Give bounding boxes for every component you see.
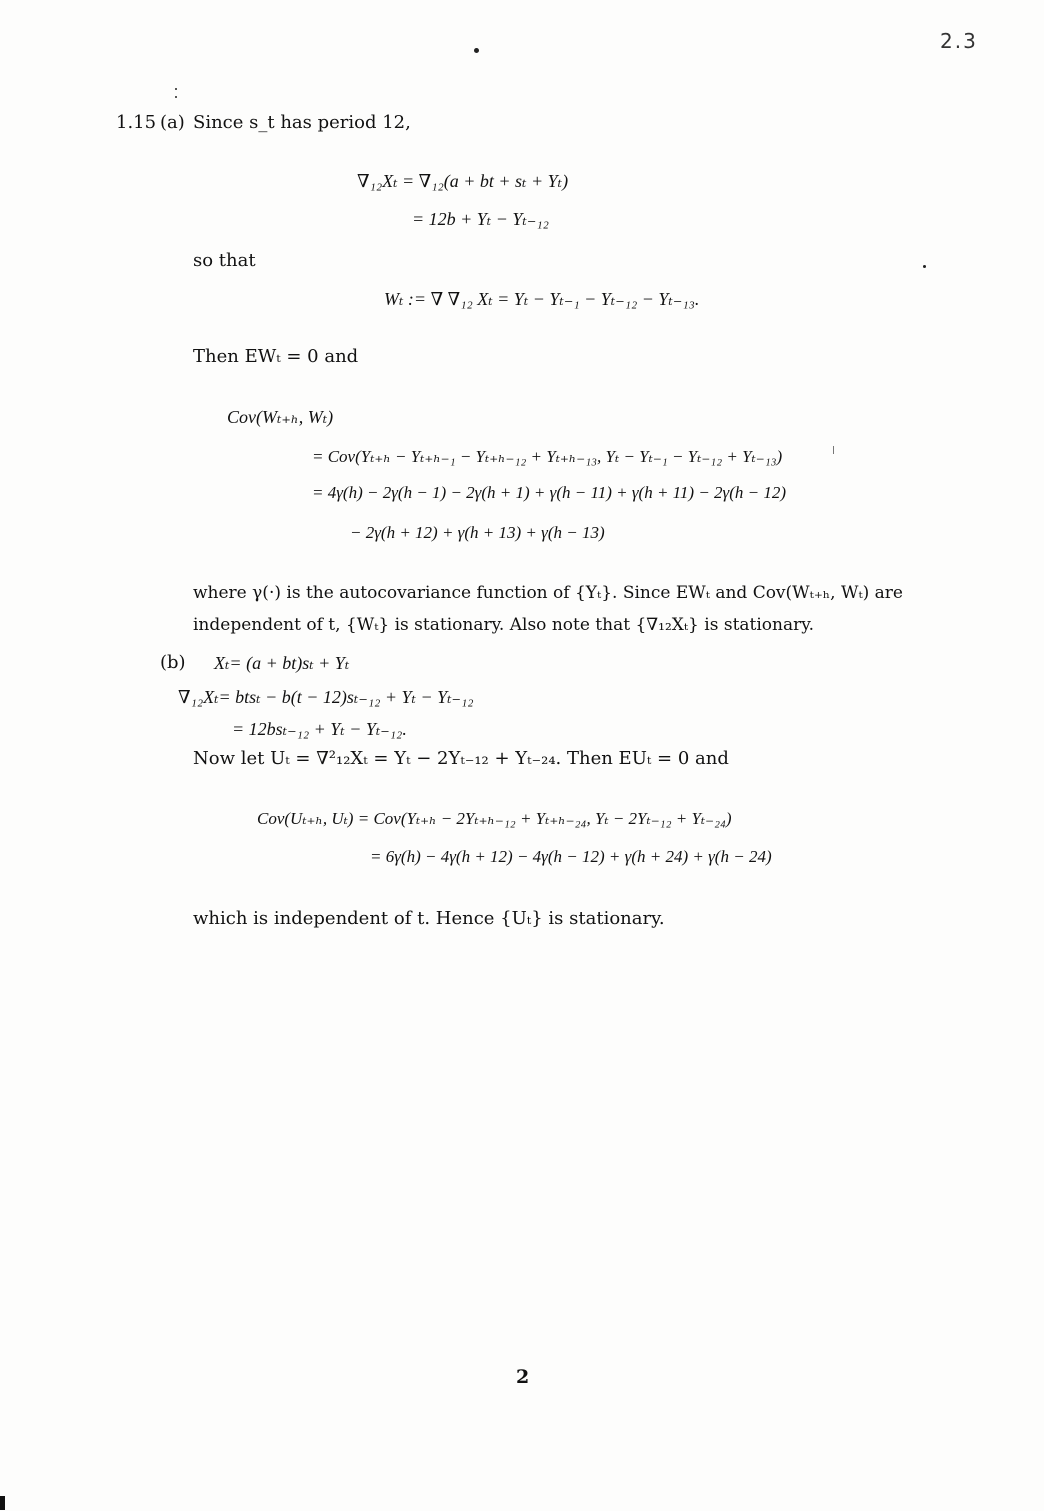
handwritten-page-label: 2.3 <box>940 29 978 53</box>
equation-cov-w-line3: − 2γ(h + 12) + γ(h + 13) + γ(h − 13) <box>350 523 605 542</box>
part-a-label: (a) <box>160 112 185 133</box>
equation-cov-u-line1: Cov(Uₜ₊ₕ, Uₜ) = Cov(Yₜ₊ₕ − 2Yₜ₊ₕ₋₁₂ + Yₜ₊ₕ₋₂₄, Yₜ − 2Yₜ₋₁₂ + Yₜ₋₂₄) <box>257 809 732 828</box>
part-b-label: (b) <box>160 652 186 673</box>
equation-cov-w-line1: = Cov(Yₜ₊ₕ − Yₜ₊ₕ₋₁ − Yₜ₊ₕ₋₁₂ + Yₜ₊ₕ₋₁₃, Yₜ − Yₜ₋₁ − Yₜ₋₁₂ + Yₜ₋₁₃) <box>312 447 783 466</box>
part-a-conclusion-line2: independent of t, {Wₜ} is stationary. Also note that {∇₁₂Xₜ} is stationary. <box>193 615 814 635</box>
text-now-let-u: Now let Uₜ = ∇²₁₂Xₜ = Yₜ − 2Yₜ₋₁₂ + Yₜ₋₂₄. Then EUₜ = 0 and <box>193 748 729 769</box>
equation-cov-w-line2: = 4γ(h) − 2γ(h − 1) − 2γ(h + 1) + γ(h − 11) + γ(h + 11) − 2γ(h − 12) <box>312 483 787 502</box>
part-a-conclusion-line1: where γ(·) is the autocovariance function of {Yₜ}. Since EWₜ and Cov(Wₜ₊ₕ, Wₜ) are <box>193 583 903 603</box>
scan-edge-mark <box>0 1496 5 1510</box>
scan-speck <box>175 96 177 98</box>
text-so-that: so that <box>193 250 256 271</box>
text-then-ew: Then EWₜ = 0 and <box>193 346 359 367</box>
equation-seasonal-difference-result: = 12b + Yₜ − Yₜ₋₁₂ <box>412 209 549 229</box>
scan-speck <box>474 48 479 53</box>
equation-cov-u-line2: = 6γ(h) − 4γ(h + 12) − 4γ(h − 12) + γ(h + 24) + γ(h − 24) <box>370 847 772 866</box>
page-number: 2 <box>516 1366 530 1388</box>
equation-cov-w-lhs: Cov(Wₜ₊ₕ, Wₜ) <box>227 407 334 427</box>
equation-x-definition: Xₜ= (a + bt)sₜ + Yₜ <box>214 653 350 673</box>
scan-speck <box>923 265 926 268</box>
scan-speck <box>833 446 834 454</box>
part-b-conclusion: which is independent of t. Hence {Uₜ} is stationary. <box>193 908 665 929</box>
equation-seasonal-difference-b: ∇₁₂Xₜ= btsₜ − b(t − 12)sₜ₋₁₂ + Yₜ − Yₜ₋₁₂ <box>178 687 474 707</box>
equation-seasonal-difference: ∇₁₂Xₜ = ∇₁₂(a + bt + sₜ + Yₜ) <box>357 171 569 191</box>
equation-seasonal-difference-b-result: = 12bsₜ₋₁₂ + Yₜ − Yₜ₋₁₂. <box>232 719 407 739</box>
part-a-intro: Since s_t has period 12, <box>193 112 411 133</box>
scan-speck <box>175 88 177 90</box>
equation-w-definition: Wₜ := ∇ ∇₁₂ Xₜ = Yₜ − Yₜ₋₁ − Yₜ₋₁₂ − Yₜ₋₁₃. <box>384 289 700 309</box>
problem-number: 1.15 <box>116 112 157 133</box>
